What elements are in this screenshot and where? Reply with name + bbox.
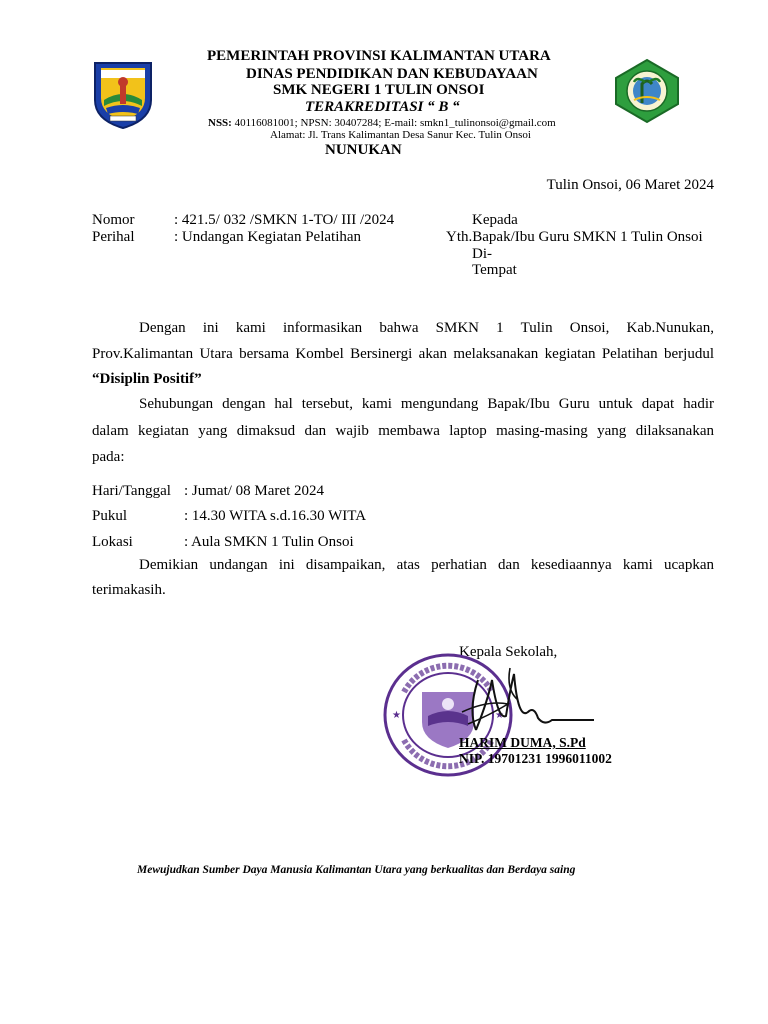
address-line: Alamat: Jl. Trans Kalimantan Desa Sanur Kec. Tulin Onsoi xyxy=(270,129,531,141)
paragraph2-line3: pada: xyxy=(92,449,125,465)
signatory-nip: NIP. 19701231 1996011002 xyxy=(459,751,612,766)
nss-contact-line xyxy=(208,117,556,129)
time-value: : 14.30 WITA s.d.16.30 WITA xyxy=(184,508,367,524)
svg-text:★: ★ xyxy=(495,710,504,721)
school-emblem-icon xyxy=(612,58,682,124)
nss-contact-details: 40116081001; NPSN: 30407284; E-mail: smkn1_tulinonsoi@gmail.com xyxy=(231,117,556,129)
place-value: : Aula SMKN 1 Tulin Onsoi xyxy=(184,534,354,550)
perihal-value: : Undangan Kegiatan Pelatihan xyxy=(174,229,362,245)
signature-role: Kepala Sekolah, xyxy=(459,644,558,660)
day-label: Hari/Tanggal xyxy=(92,483,171,499)
place-label: Lokasi xyxy=(92,534,133,550)
time-label: Pukul xyxy=(92,508,128,524)
recipient-tempat: Tempat xyxy=(472,262,517,278)
closing-line1: Demikian undangan ini disampaikan, atas perhatian dan kesediaannya kami ucapkan xyxy=(139,557,714,573)
province-emblem-logo xyxy=(92,60,154,130)
school-emblem-logo xyxy=(612,58,682,124)
recipient-yth: Yth.Bapak/Ibu Guru SMKN 1 Tulin Onsoi xyxy=(446,229,703,245)
svg-text:★: ★ xyxy=(392,710,401,721)
paragraph1-line2: Prov.Kalimantan Utara bersama Kombel Bersinergi akan melaksanakan kegiatan Pelatihan berjudul xyxy=(92,346,714,362)
handwritten-signature-icon xyxy=(448,660,598,740)
accreditation-line: TERAKREDITASI “ B “ xyxy=(305,99,460,115)
letter-date: Tulin Onsoi, 06 Maret 2024 xyxy=(546,177,714,193)
closing-line2: terimakasih. xyxy=(92,582,166,598)
paragraph1-line1: Dengan ini kami informasikan bahwa SMKN 1 Tulin Onsoi, Kab.Nunukan, xyxy=(139,320,714,336)
header-school-name: SMK NEGERI 1 TULIN ONSOI xyxy=(273,82,485,98)
recipient-kepada: Kepada xyxy=(472,212,518,228)
signatory-name: HARIM DUMA, S.Pd xyxy=(459,735,586,750)
nss-label: NSS: xyxy=(208,117,232,129)
header-city: NUNUKAN xyxy=(325,142,402,158)
recipient-di: Di- xyxy=(472,246,492,262)
training-title: “Disiplin Positif” xyxy=(92,371,202,387)
day-value: : Jumat/ 08 Maret 2024 xyxy=(184,483,324,499)
handwritten-signature xyxy=(448,660,598,740)
perihal-label: Perihal xyxy=(92,229,135,245)
nomor-label: Nomor xyxy=(92,212,135,228)
header-government-line: PEMERINTAH PROVINSI KALIMANTAN UTARA xyxy=(207,48,551,64)
paragraph2-line2: dalam kegiatan yang dimaksud dan wajib membawa laptop masing-masing yang dilaksanakan xyxy=(92,423,714,439)
footer-motto: Mewujudkan Sumber Daya Manusia Kalimantan Utara yang berkualitas dan Berdaya saing xyxy=(137,864,576,876)
paragraph2-line1: Sehubungan dengan hal tersebut, kami mengundang Bapak/Ibu Guru untuk dapat hadir xyxy=(139,396,714,412)
nomor-value: : 421.5/ 032 /SMKN 1-TO/ III /2024 xyxy=(174,212,395,228)
header-department-line: DINAS PENDIDIKAN DAN KEBUDAYAAN xyxy=(246,66,538,82)
kalimantan-utara-province-emblem-icon xyxy=(92,60,154,130)
